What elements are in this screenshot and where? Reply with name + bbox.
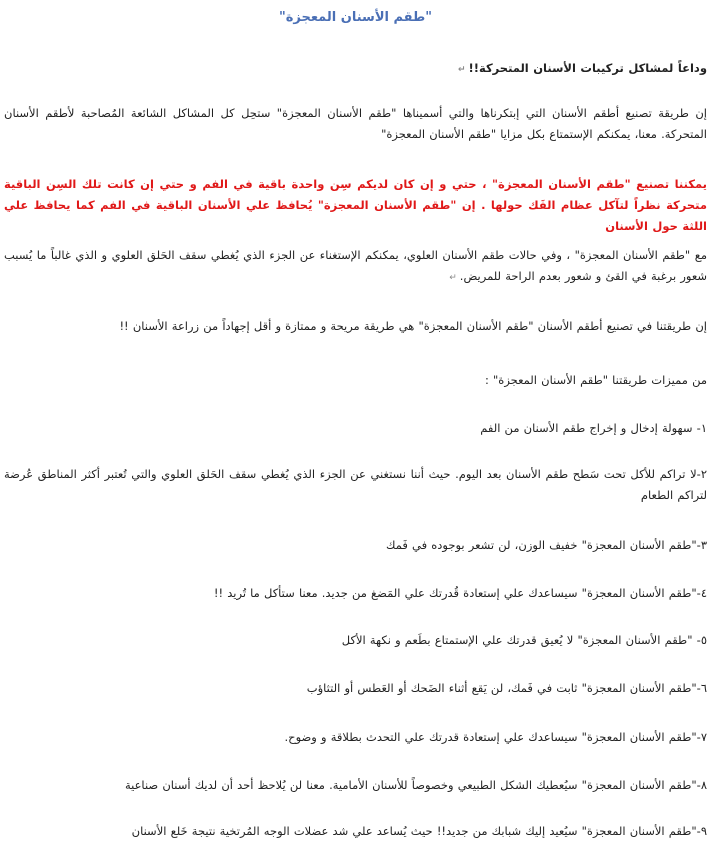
feature-item: ٨-"طقم الأسنان المعجزة" سيُعطيك الشكل الطبيعي وخصوصاً للأسنان الأمامية. معنا لن يُلاحظ أحد أن لديك أسنان صناعية [124,778,707,792]
feature-item: ٢-لا تراكم للأكل تحت سَطح طقم الأسنان بعد اليوم. حيث أننا نستغني عن الجزء الذي يُغطي سقف الحَلق العلوي والتي تُعتبر أكثر المناطق عُرضة لتراكم الطعام [4,467,707,502]
feature-item: ٥- "طقم الأسنان المعجزة" لا يُعيق قدرتك علي الإستمتاع بطَعم و نكهة الأكل [341,633,707,647]
paragraph-mark-icon: ↵ [449,273,457,283]
paragraph-upper-denture-text: مع "طقم الأسنان المعجزة" ، وفي حالات طقم الأسنان العلوي، يمكنكم الإستغناء عن الجزء الذي يُغطي سقف الحَلق العلوي و الذي غالباً ما يُسبب شعور برغبة في القئ و شعور بعدم الراحة للمريض. [4,248,707,283]
paragraph-comparison: إن طريقتنا في تصنيع أطقم الأسنان "طقم الأسنان المعجزة" هي طريقة مريحة و ممتازة و أقل إجهاداً من زراعة الأسنان !! [119,319,707,333]
paragraph-highlight: يمكننا تصنيع "طقم الأسنان المعجزة" ، حتي و إن كان لديكم سِن واحدة باقية في الفم و حتي إن كانت تلك السِن الباقية متحركة نظراً لتآكل عظام الفَك حولها . إن "طقم الأسنان المعجزة" يُحافظ علي الأسنان الباقية في الفم كما يحافظ علي اللثة حول الأسنان [4,177,707,233]
feature-item: ٣-"طقم الأسنان المعجزة" خفيف الوزن، لن تشعر بوجوده في فَمك [386,538,707,552]
intro-text: وداعاً لمشاكل تركيبات الأسنان المتحركة!! [468,61,707,75]
paragraph-method: إن طريقة تصنيع أطقم الأسنان التي إبتكرناها والتي أسميناها "طقم الأسنان المعجزة" ستحِل كل المشاكل الشائعة المُصاحبة لأطقم الأسنان المتحركة. معنا، يمكنكم الإستمتاع بكل مزايا "طقم الأسنان المعجزة" [4,106,707,141]
feature-item: ٧-"طقم الأسنان المعجزة" سيساعدك علي إستعادة قدرتك علي التحدث بطلاقة و وضوح. [284,730,707,744]
feature-item: ١- سهولة إدخال و إخراج طقم الأسنان من الفم [480,421,707,435]
paragraph-mark-icon: ↵ [457,65,466,75]
features-heading: من مميزات طريقتنا "طقم الأسنان المعجزة" : [484,373,707,387]
page-title: "طقم الأسنان المعجزة" [278,10,433,25]
intro-line [4,58,707,81]
feature-item: ٤-"طقم الأسنان المعجزة" سيساعدك علي إستعادة قُدرتك علي المَضغ من جديد. معنا ستأكل ما تُريد !! [213,586,707,600]
paragraph-upper-denture [4,245,707,289]
feature-item: ٦-"طقم الأسنان المعجزة" ثابت في فَمك، لن يَقع أثناء الضَحك أو العَطس أو التثاؤب [306,681,707,695]
feature-item: ٩-"طقم الأسنان المعجزة" سيُعيد إليك شبابك من جديد!! حيث يُساعد علي شد عضلات الوجه المُرتخية نتيجة خَلع الأسنان [131,824,707,838]
